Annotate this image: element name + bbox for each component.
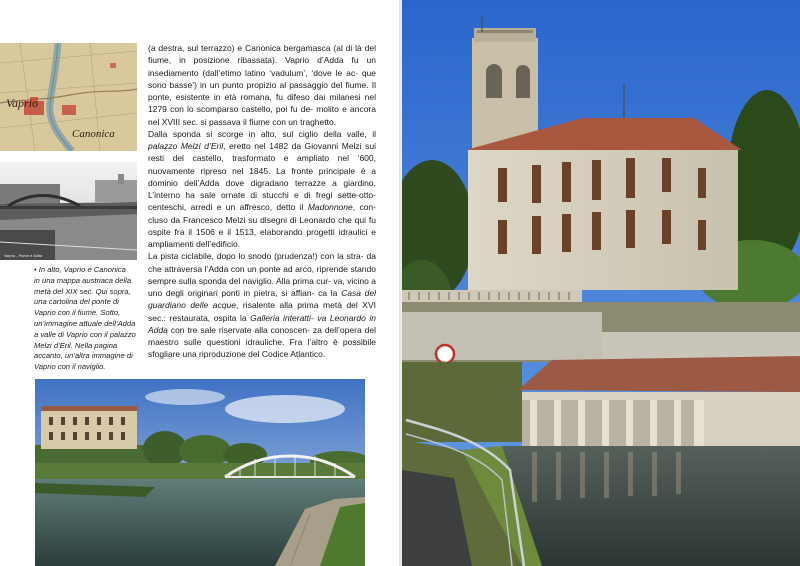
text-italic: Casa del guardiano delle acque: [148, 288, 376, 311]
text-line: milanesi nel 1279 con lo scomparso castello, poi fu de-: [148, 92, 376, 115]
text-line: metà del XVI sec.: restaurata, ospita la: [148, 300, 377, 323]
adda-river-photo: [35, 379, 365, 566]
text-line: l’altro è possibile sfogliare una riproduzione del Codice: [148, 337, 376, 360]
caption-line: Vaprio con il naviglio.: [34, 362, 106, 372]
old-postcard-photo: [0, 162, 137, 260]
text-line: centeschi, arredi e un affresco, detto il: [148, 202, 308, 213]
caption-line: Melzi d’Eril. Nella pagina: [34, 340, 118, 350]
text-line: fu ospite fra il 1506 e il 1513, elaborando progetti idraulici: [148, 214, 376, 237]
caption-line: un’immagine attuale dell’Adda: [34, 318, 136, 328]
map-label-vaprio: Vaprio: [6, 96, 39, 110]
text-line: nuovamente ripreso nel 1845. La fronte principale è a: [148, 165, 376, 176]
text-line: da che attraversa l’Adda con un ponte ad arco, riprende: [148, 251, 376, 274]
paragraph-2: [148, 128, 376, 251]
text-line: Dalla sponda si scorge in alto, sul ciglio della valle, il: [148, 128, 376, 139]
caption-line: a valle di Vaprio con il palazzo: [34, 329, 136, 339]
text-line: insediamento (dall’etimo latino ‘vadulum’, ‘dove le ac-: [148, 67, 358, 78]
text-line: L’interno ha sale ornate di stucchi e di fregi sette-otto-: [148, 190, 376, 200]
caption-line: accanto, un’altra immagine di: [34, 351, 133, 361]
image-caption: [34, 265, 137, 373]
text-line: fiume. Il ponte, esistente in età romana, fu difeso dai: [148, 79, 376, 102]
text-line: que sono basse’) in un punto propizio al passaggio del: [148, 67, 376, 90]
map-label-canonica: Canonica: [72, 128, 115, 140]
old-photo-inner-caption: Vaprio – Ponte e Adda: [4, 254, 43, 258]
text-line: (a destra, sul terrazzo) e Canonica bergamasca (al di là: [148, 43, 362, 53]
text-line: del fiume, in posizione ribassata). Vaprio d’Adda fu un: [148, 43, 376, 66]
caption-line: in una mappa austriaca della: [34, 275, 132, 285]
text-line: dominio dell’Adda dove digradano terrazze a giardino.: [148, 177, 376, 188]
austrian-map-image: [0, 43, 137, 151]
text-line: e ampliamenti dell’edificio.: [148, 226, 376, 249]
text-line: , risalente alla prima: [235, 300, 319, 311]
text-line: va, vicino a uno degli originari ponti in pietra, si affian-: [148, 275, 376, 298]
text-line: traghetto.: [300, 116, 337, 127]
text-italic: Madonnone: [307, 202, 353, 213]
text-italic: Galleria interatti-: [250, 312, 314, 323]
text-line: sui resti del castello, trasformato e ampliato nel ’600,: [148, 141, 376, 164]
body-text: [148, 42, 376, 361]
text-line: ca la: [318, 288, 342, 298]
text-line: Atlantico.: [290, 349, 326, 360]
text-line: , con-: [352, 202, 376, 213]
right-page-photo: [402, 0, 800, 566]
paragraph-1: [148, 42, 376, 128]
text-line: , eretto nel 1482 da Giovanni Melzi: [223, 141, 362, 151]
caption-line: una cartolina del ponte di: [34, 297, 119, 307]
text-line: La pista ciclabile, dopo lo snodo (prudenza!) con la stra-: [148, 251, 364, 262]
text-line: stando sempre sulla sponda del naviglio. Alla prima cur-: [148, 263, 376, 286]
text-line: za dell’opera del maestro sulle questioni idrauliche. Fra: [148, 324, 376, 347]
text-italic: va Leonardo in Adda: [148, 312, 376, 335]
paragraph-3: [148, 250, 376, 360]
text-line: molito e ancora nel XVIII sec. si passava il fiume con un: [148, 104, 376, 127]
caption-line: • In alto, Vaprio e Canonica: [34, 265, 126, 274]
caption-line: metà del XIX sec. Qui sopra,: [34, 286, 131, 296]
caption-line: Vaprio con il fiume. Sotto,: [34, 308, 121, 318]
text-italic: palazzo Melzi d’Eril: [148, 141, 224, 151]
text-line: con tre sale riservate alla conoscen-: [167, 324, 310, 335]
text-line: cluso da Francesco Melzi su disegni di Leonardo che qui: [148, 214, 367, 225]
